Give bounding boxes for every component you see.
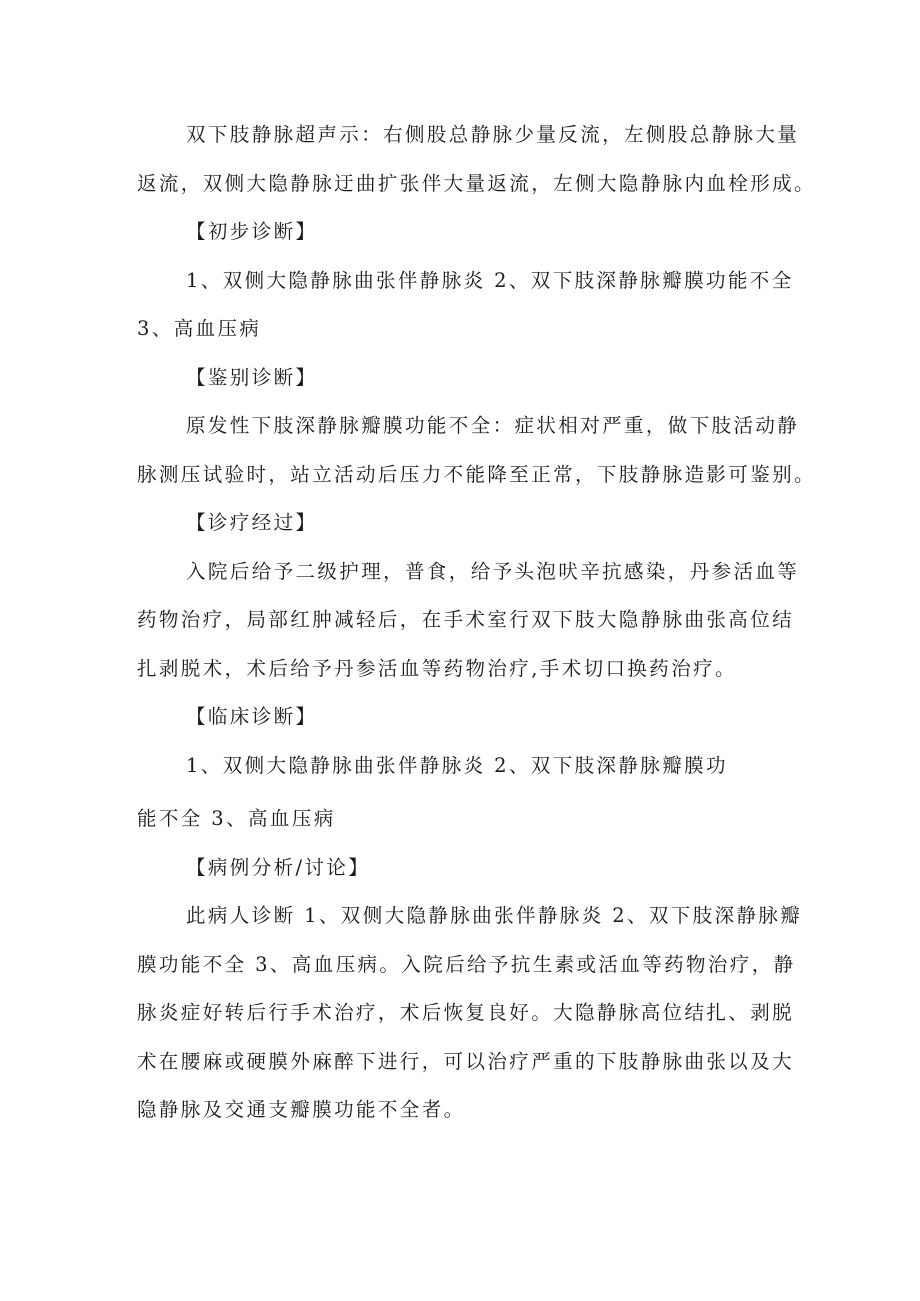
section-heading-initial-diagnosis: 【初步诊断】 bbox=[186, 220, 318, 243]
treatment-course-line-2: 药物治疗，局部红肿减轻后，在手术室行双下肢大隐静脉曲张高位结 bbox=[137, 608, 795, 631]
clinical-diagnosis-line-2: 能不全 3、高血压病 bbox=[137, 807, 336, 830]
differential-diagnosis-line-1: 原发性下肢深静脉瓣膜功能不全：症状相对严重，做下肢活动静 bbox=[186, 414, 800, 437]
initial-diagnosis-line-1: 1、双侧大隐静脉曲张伴静脉炎 2、双下肢深静脉瓣膜功能不全 bbox=[186, 269, 794, 292]
case-analysis-line-1: 此病人诊断 1、双侧大隐静脉曲张伴静脉炎 2、双下肢深静脉瓣 bbox=[186, 904, 803, 927]
treatment-course-line-3: 扎剥脱术，术后给予丹参活血等药物治疗,手术切口换药治疗。 bbox=[137, 657, 737, 680]
clinical-diagnosis-line-1: 1、双侧大隐静脉曲张伴静脉炎 2、双下肢深静脉瓣膜功 bbox=[186, 754, 728, 777]
case-analysis-line-4: 术在腰麻或硬膜外麻醉下进行，可以治疗严重的下肢静脉曲张以及大 bbox=[137, 1050, 795, 1073]
paragraph-ultrasound-line-2: 返流，双侧大隐静脉迂曲扩张伴大量返流，左侧大隐静脉内血栓形成。 bbox=[137, 172, 816, 195]
section-heading-treatment-course: 【诊疗经过】 bbox=[186, 511, 318, 534]
case-analysis-line-5: 隐静脉及交通支瓣膜功能不全者。 bbox=[137, 1098, 466, 1121]
case-analysis-line-2: 膜功能不全 3、高血压病。入院后给予抗生素或活血等药物治疗，静 bbox=[137, 953, 796, 976]
differential-diagnosis-line-2: 脉测压试验时，站立活动后压力不能降至正常，下肢静脉造影可鉴别。 bbox=[137, 463, 816, 486]
section-heading-clinical-diagnosis: 【临床诊断】 bbox=[186, 705, 318, 728]
section-heading-differential-diagnosis: 【鉴别诊断】 bbox=[186, 366, 318, 389]
section-heading-case-analysis: 【病例分析/讨论】 bbox=[186, 856, 371, 879]
case-analysis-line-3: 脉炎症好转后行手术治疗，术后恢复良好。大隐静脉高位结扎、剥脱 bbox=[137, 1001, 795, 1024]
initial-diagnosis-line-2: 3、高血压病 bbox=[137, 317, 262, 340]
treatment-course-line-1: 入院后给予二级护理，普食，给予头泡吠辛抗感染，丹参活血等 bbox=[186, 560, 800, 583]
paragraph-ultrasound-line-1: 双下肢静脉超声示：右侧股总静脉少量反流，左侧股总静脉大量 bbox=[186, 123, 800, 146]
